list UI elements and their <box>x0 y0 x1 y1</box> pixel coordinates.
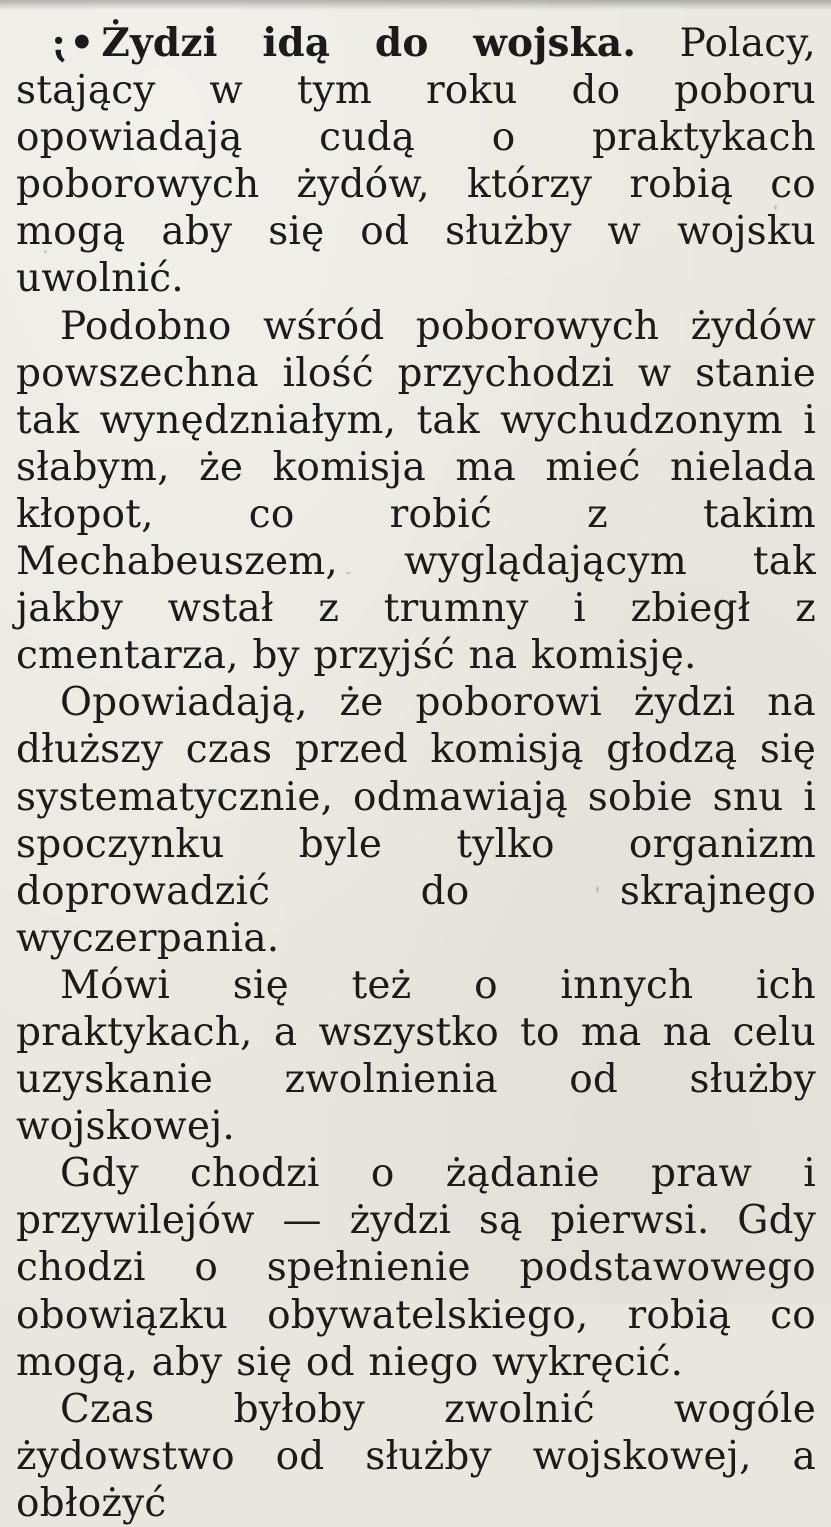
paper-speck <box>44 250 47 253</box>
clipped-top-edge <box>0 0 831 10</box>
lead-text: Polacy, stający w tym roku do poboru opowiadają cudą o praktykach poborowych żydów, którzy robią co mogą aby się od służby w wojsku uwolnić. <box>16 21 816 302</box>
paragraph-1: Podobno wśród poborowych żydów powszechna ilość przychodzi w stanie tak wynędzniałym, tak wychudzonym i słabym, że komisja ma mieć nielada kłopot, co robić z takim Mechabeuszem, wyglądającym tak jakby wstał z trumny i zbiegł z cmentarza, by przyjść na komisję. <box>16 303 816 679</box>
paper-speck <box>346 572 351 574</box>
paper-speck <box>774 205 777 210</box>
article-body <box>16 20 816 1527</box>
paragraph-4: Gdy chodzi o żądanie praw i przywilejów — żydzi są pierwsi. Gdy chodzi o spełnienie podstawowego obowiązku obywatelskiego, robią co mogą, aby się od niego wykręcić. <box>16 1151 816 1385</box>
paragraph-3: Mówi się też o innych ich praktykach, a wszystko to ma na celu uzyskanie zwolnienia od służby wojskowej. <box>16 962 816 1150</box>
lead-paragraph <box>16 20 816 303</box>
article-headline: Żydzi idą do wojska. <box>101 20 637 66</box>
paragraph-2: Opowiadają, że poborowi żydzi na dłuższy czas przed komisją głodzą się systematycznie, odmawiają sobie snu i spoczynku byle tylko organizm doprowadzić do skrajnego wyczerpania. <box>16 680 816 961</box>
section-mark: ⁏• <box>54 20 96 66</box>
paper-speck <box>596 886 599 893</box>
paragraph-5: Czas byłoby zwolnić wogóle żydowstwo od służby wojskowej, a obłożyć <box>16 1386 816 1526</box>
paper-speck <box>40 840 43 846</box>
